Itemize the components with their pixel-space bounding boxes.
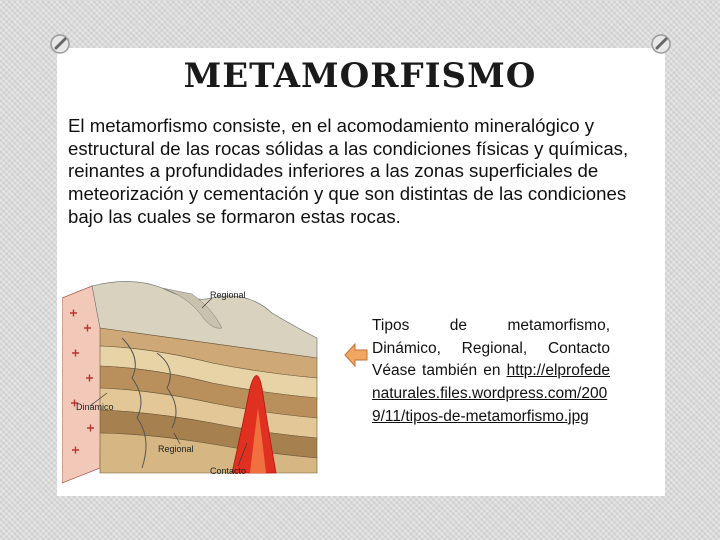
caption-text: Tipos de metamorfismo, Dinámico, Regional, Contacto Véase también en bbox=[372, 317, 610, 380]
arrow-left-icon bbox=[344, 342, 368, 368]
source-link[interactable]: http://elprofedenaturales.files.wordpress.com/2009/11/tipos-de-metamorfismo.jpg bbox=[372, 362, 610, 425]
pin-icon bbox=[650, 33, 672, 55]
pin-icon bbox=[49, 33, 71, 55]
page-title: METAMORFISMO bbox=[183, 56, 537, 96]
figure-caption bbox=[372, 315, 610, 429]
label-regional-top: Regional bbox=[210, 290, 246, 300]
label-contacto: Contacto bbox=[210, 466, 247, 476]
label-dinamico: Dinámico bbox=[76, 402, 114, 412]
label-regional-bottom: Regional bbox=[158, 444, 194, 454]
metamorphism-diagram bbox=[62, 268, 320, 493]
intro-paragraph: El metamorfismo consiste, en el acomodamiento mineralógico y estructural de las rocas sólidas a las condiciones físicas y químicas, reinantes a profundidades inferiores a las zonas superficiales de meteorización y cementación y que son distintas de las condiciones bajo las cuales se formaron estas rocas. bbox=[68, 115, 629, 227]
